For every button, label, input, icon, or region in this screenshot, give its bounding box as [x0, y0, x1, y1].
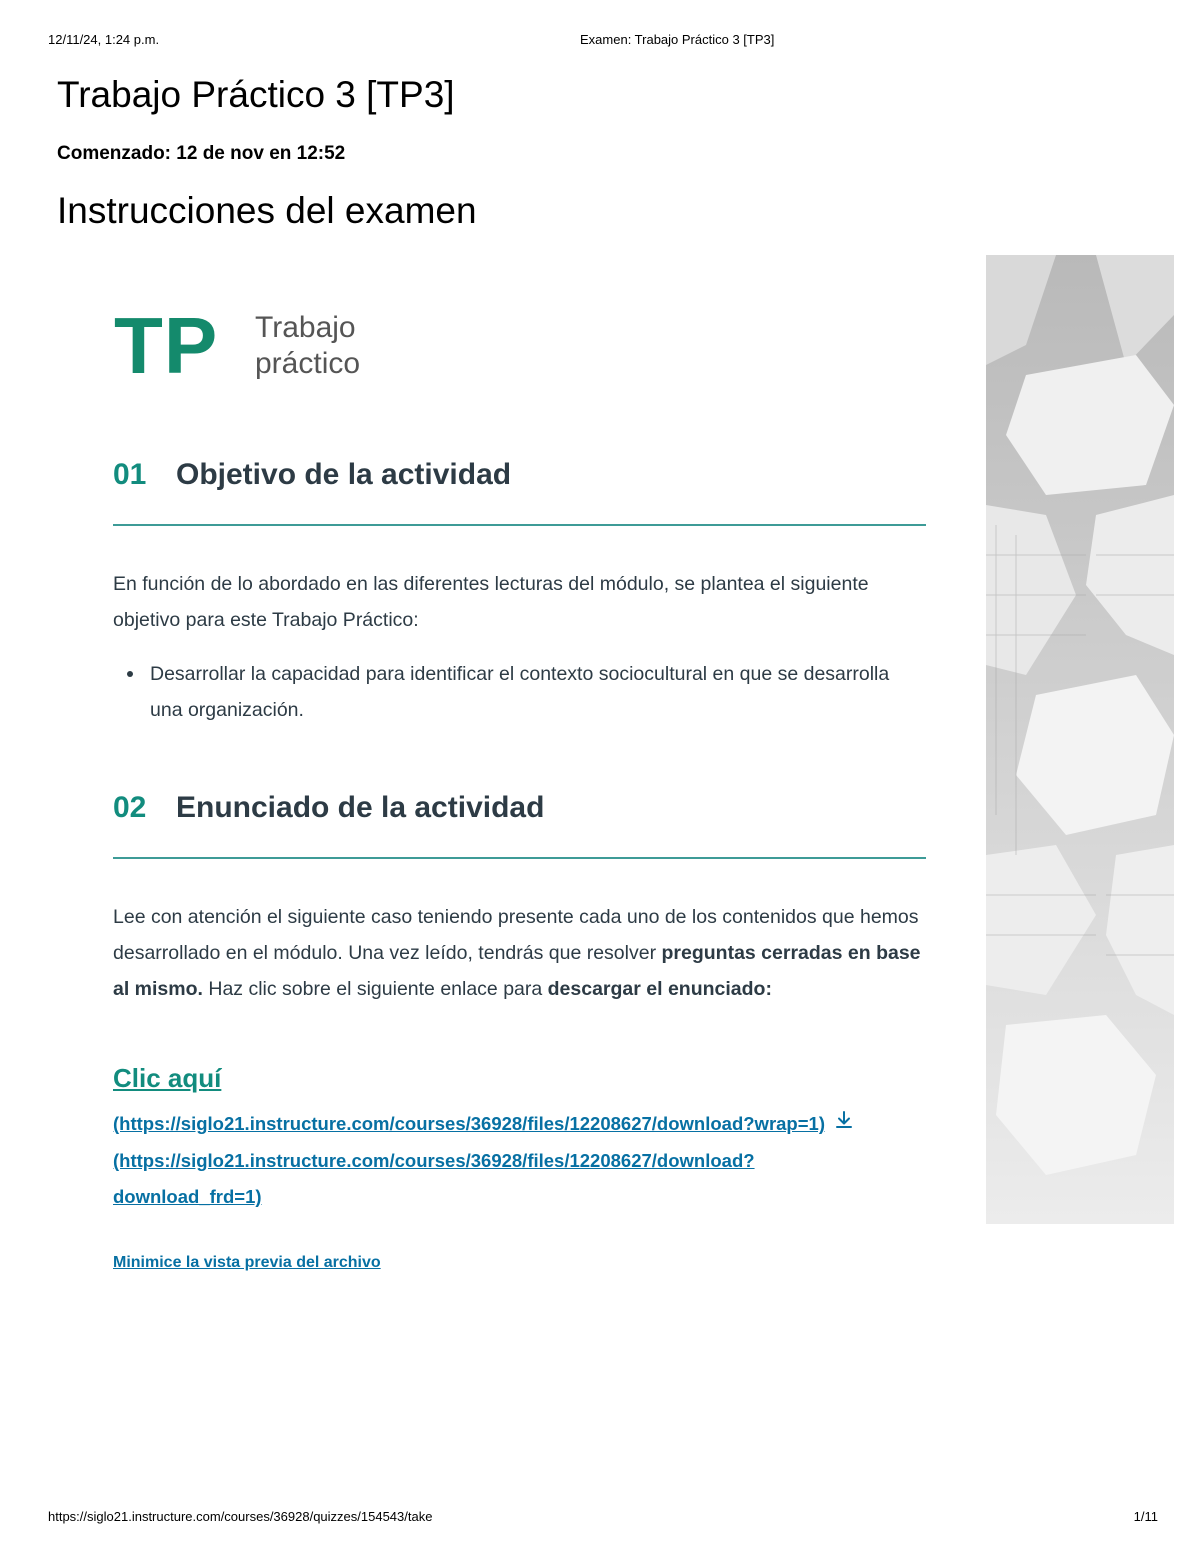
- objective-intro: En función de lo abordado en las diferentes lecturas del módulo, se plantea el siguiente objetivo para este Trabajo Práctico:: [113, 573, 869, 631]
- minimize-preview-link[interactable]: Minimice la vista previa del archivo: [113, 1254, 381, 1271]
- started-time: Comenzado: 12 de nov en 12:52: [57, 143, 346, 164]
- tp-logo-word-1: Trabajo: [255, 311, 356, 344]
- print-footer: [48, 1509, 1158, 1527]
- click-here-link[interactable]: Clic aquí: [113, 1063, 222, 1093]
- print-date: 12/11/24, 1:24 p.m.: [48, 32, 160, 47]
- statement-paragraph: [113, 899, 928, 1007]
- download-icon[interactable]: [833, 1107, 855, 1143]
- print-url: https://siglo21.instructure.com/courses/36928/quizzes/154543/take: [48, 1509, 433, 1524]
- print-header: [48, 32, 1152, 50]
- objective-list: [113, 656, 913, 728]
- section-objective-heading: [113, 458, 926, 526]
- statement-text-2: Haz clic sobre el siguiente enlace para: [202, 978, 548, 1000]
- statement-bold-1: preguntas cerradas en base al mismo.: [113, 942, 921, 1000]
- tp-logo: [114, 301, 414, 395]
- section-number: 01: [113, 458, 147, 491]
- statement-text-1: Lee con atención el siguiente caso teniendo presente cada uno de los contenidos que hemos desarrollado en el módulo. Una vez leído, tendrás que resolver: [113, 906, 919, 964]
- section-number: 02: [113, 791, 147, 824]
- decorative-architecture-image: [986, 255, 1174, 1224]
- tp-logo-mark: TP: [114, 301, 219, 390]
- file-links: [113, 1106, 893, 1215]
- file-download-link[interactable]: (https://siglo21.instructure.com/courses/36928/files/12208627/download?download_frd=1): [113, 1150, 755, 1208]
- file-preview-link[interactable]: (https://siglo21.instructure.com/courses/36928/files/12208627/download?wrap=1): [113, 1113, 825, 1134]
- list-item: Desarrollar la capacidad para identificar el contexto sociocultural en que se desarrolla una organización.: [113, 656, 913, 728]
- page-title: Trabajo Práctico 3 [TP3]: [57, 74, 455, 115]
- print-doc-title: Examen: Trabajo Práctico 3 [TP3]: [580, 32, 775, 47]
- section-title: Enunciado de la actividad: [176, 791, 545, 824]
- page-number: 1/11: [1133, 1509, 1158, 1524]
- instructions-heading: Instrucciones del examen: [57, 190, 477, 231]
- section-title: Objetivo de la actividad: [176, 458, 512, 491]
- tp-logo-word-2: práctico: [255, 347, 361, 380]
- section-statement-heading: [113, 791, 926, 859]
- statement-bold-2: descargar el enunciado:: [547, 978, 772, 1000]
